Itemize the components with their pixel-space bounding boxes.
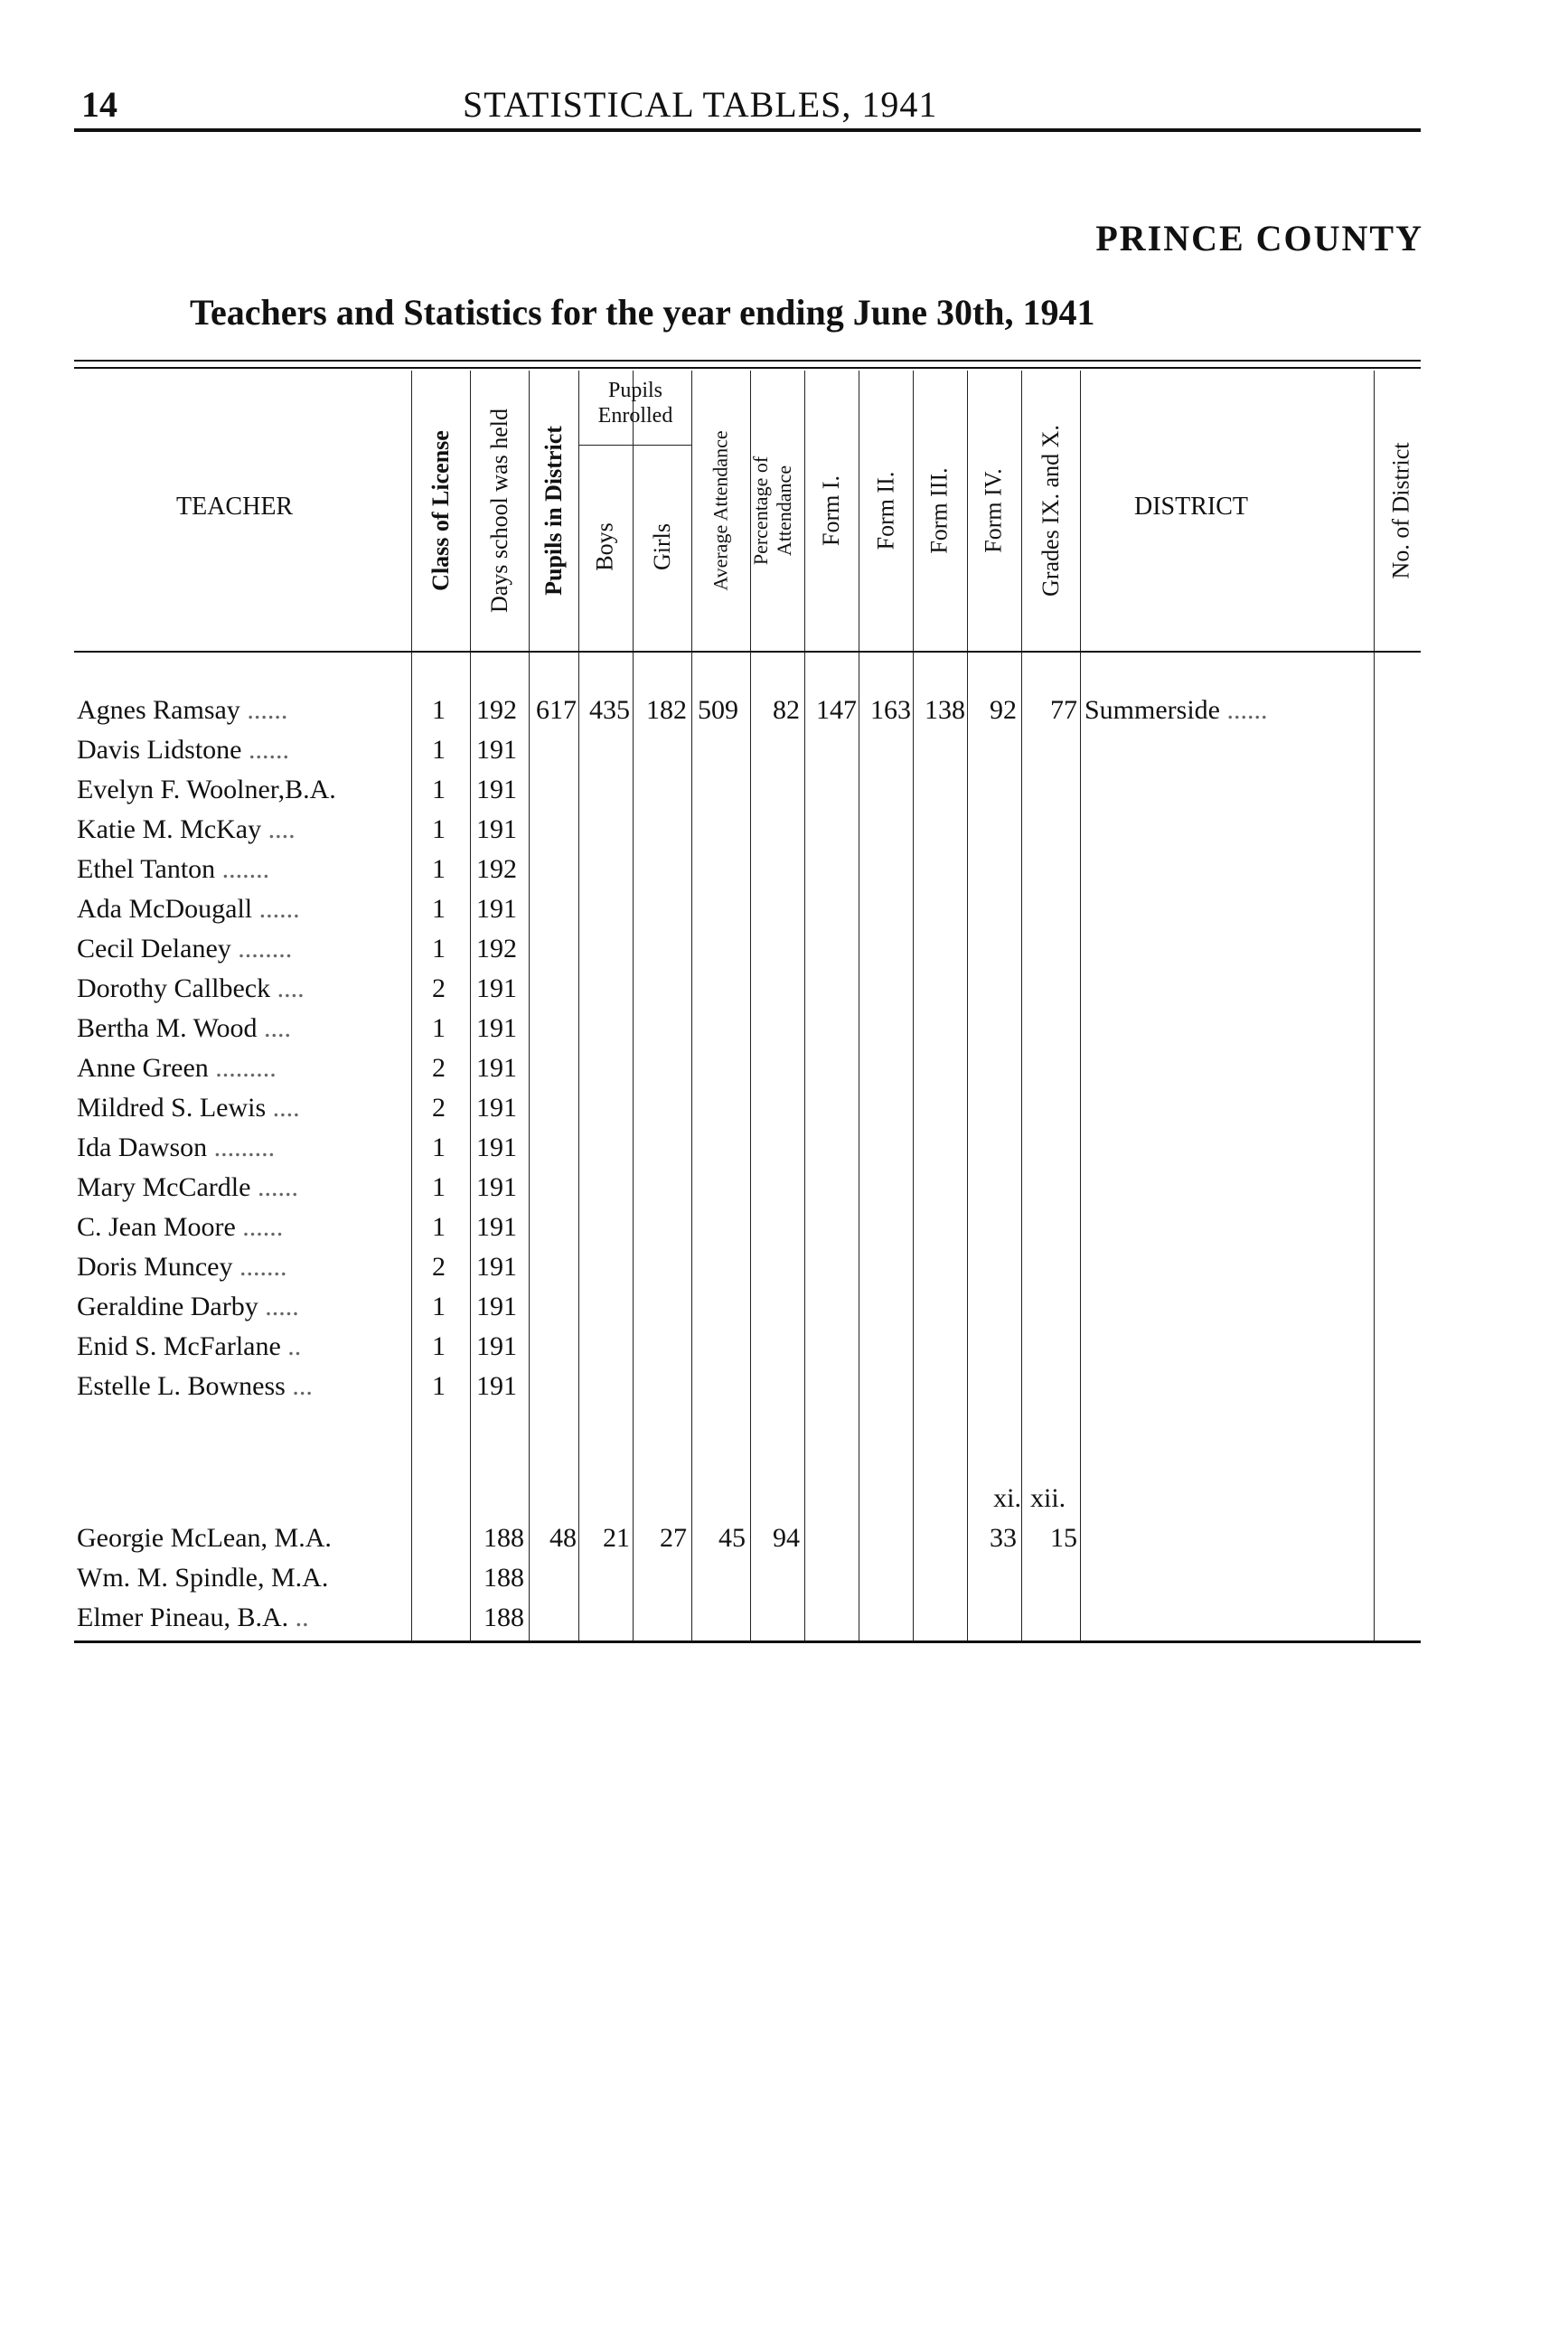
teacher-header: TEACHER: [176, 493, 294, 521]
teacher-name: Enid S. McFarlane ..: [77, 1331, 302, 1361]
boys-cell: 435: [589, 695, 630, 725]
table-bottom-rule: [74, 1640, 1421, 1643]
teacher-name: Katie M. McKay ....: [77, 814, 296, 844]
form-4-cell: 92: [990, 695, 1017, 725]
district-header: DISTRICT: [1134, 493, 1248, 521]
avg-attendance-cell: 509: [698, 695, 738, 725]
license-cell: 1: [432, 1212, 446, 1242]
pupils-enrolled-header: Pupils Enrolled: [597, 379, 673, 428]
days-cell: 188: [484, 1523, 524, 1553]
license-cell: 2: [432, 973, 446, 1003]
days-cell: 191: [476, 1252, 517, 1282]
page-header: [74, 70, 1421, 125]
license-cell: 1: [432, 1371, 446, 1401]
teacher-name: Anne Green .........: [77, 1053, 277, 1083]
days-cell: 191: [476, 973, 517, 1003]
no-of-district-header: No. of District: [1387, 442, 1414, 579]
license-cell: 1: [432, 814, 446, 844]
pct-attendance-cell: 82: [773, 695, 800, 725]
header-bottom-rule: [74, 651, 1421, 653]
teacher-name: Wm. M. Spindle, M.A.: [77, 1563, 329, 1593]
in-district-cell: 48: [549, 1523, 577, 1553]
license-cell: 1: [432, 1172, 446, 1202]
license-cell: 1: [432, 934, 446, 964]
teacher-name: Mildred S. Lewis ....: [77, 1093, 300, 1123]
form-3-header: Form III.: [926, 467, 953, 554]
form-4-header: Form IV.: [981, 468, 1007, 553]
teacher-name: Evelyn F. Woolner,B.A.: [77, 775, 336, 804]
days-cell: 192: [476, 854, 517, 884]
girls-header: Girls: [648, 523, 675, 570]
days-cell: 191: [476, 1371, 517, 1401]
license-cell: 1: [432, 854, 446, 884]
grades-9-10-header: Grades IX. and X.: [1037, 425, 1064, 597]
grade-xii-cell: 15: [1050, 1523, 1077, 1553]
teacher-name: Davis Lidstone ......: [77, 735, 289, 765]
days-cell: 191: [476, 1093, 517, 1123]
teacher-name: Cecil Delaney ........: [77, 934, 293, 964]
license-cell: 1: [432, 1331, 446, 1361]
grade-xi-label: xi.: [993, 1483, 1021, 1513]
license-cell: 1: [432, 1013, 446, 1043]
teacher-name: Georgie McLean, M.A.: [77, 1523, 332, 1553]
license-cell: 1: [432, 695, 446, 725]
days-cell: 191: [476, 1331, 517, 1361]
license-cell: 1: [432, 894, 446, 924]
boys-header: Boys: [592, 522, 618, 571]
license-cell: 2: [432, 1252, 446, 1282]
teacher-name: Ida Dawson .........: [77, 1133, 276, 1162]
page-title: STATISTICAL TABLES, 1941: [463, 84, 938, 125]
page-number: 14: [81, 84, 117, 125]
days-school-held-header: Days school was held: [485, 408, 512, 614]
days-cell: 191: [476, 1053, 517, 1083]
teacher-name: Ethel Tanton .......: [77, 854, 270, 884]
teacher-name: Ada McDougall ......: [77, 894, 300, 924]
girls-cell: 182: [646, 695, 687, 725]
form-3-cell: 138: [925, 695, 965, 725]
license-cell: 2: [432, 1093, 446, 1123]
pct-attendance-cell: 94: [773, 1523, 800, 1553]
header-rule: [74, 128, 1421, 132]
form-1-cell: 147: [816, 695, 857, 725]
license-cell: 1: [432, 1133, 446, 1162]
teacher-name: Bertha M. Wood ....: [77, 1013, 292, 1043]
form-2-header: Form II.: [872, 471, 899, 550]
license-cell: 1: [432, 735, 446, 765]
days-cell: 191: [476, 735, 517, 765]
days-cell: 191: [476, 1292, 517, 1321]
avg-attendance-cell: 45: [718, 1523, 746, 1553]
days-cell: 191: [476, 1013, 517, 1043]
teacher-name: C. Jean Moore ......: [77, 1212, 284, 1242]
days-cell: 191: [476, 814, 517, 844]
column-divider: [1080, 371, 1081, 1640]
boys-cell: 21: [603, 1523, 630, 1553]
percentage-attendance-header-2: Attendance: [773, 465, 796, 557]
average-attendance-header: Average Attendance: [709, 430, 732, 591]
teacher-name: Mary McCardle ......: [77, 1172, 298, 1202]
days-cell: 191: [476, 1172, 517, 1202]
teacher-name: Geraldine Darby .....: [77, 1292, 299, 1321]
days-cell: 191: [476, 775, 517, 804]
grades-cell: 77: [1050, 695, 1077, 725]
days-cell: 192: [476, 934, 517, 964]
county-heading: PRINCE COUNTY: [1095, 218, 1423, 258]
table-subtitle: Teachers and Statistics for the year ending June 30th, 1941: [190, 292, 1095, 333]
pupils-in-district-header: Pupils in District: [540, 426, 567, 596]
teacher-name: Doris Muncey .......: [77, 1252, 287, 1282]
days-cell: 188: [484, 1563, 524, 1593]
teacher-name: Estelle L. Bowness ...: [77, 1371, 313, 1401]
grade-xii-label: xii.: [1030, 1483, 1066, 1513]
days-cell: 191: [476, 894, 517, 924]
teacher-name: Dorothy Callbeck ....: [77, 973, 305, 1003]
table-top-rule: [74, 360, 1421, 362]
class-of-license-header: Class of License: [427, 430, 454, 591]
teacher-name: Elmer Pineau, B.A. ..: [77, 1603, 309, 1632]
percentage-attendance-header-1: Percentage of: [749, 456, 773, 566]
teacher-name: Agnes Ramsay ......: [77, 695, 288, 725]
days-cell: 191: [476, 1133, 517, 1162]
days-cell: 192: [476, 695, 517, 725]
form-1-header: Form I.: [818, 475, 844, 546]
district-cell: Summerside ......: [1084, 695, 1268, 725]
in-district-cell: 617: [536, 695, 577, 725]
license-cell: 2: [432, 1053, 446, 1083]
days-cell: 191: [476, 1212, 517, 1242]
table-top-rule-2: [74, 367, 1421, 369]
days-cell: 188: [484, 1603, 524, 1632]
form-2-cell: 163: [870, 695, 911, 725]
license-cell: 1: [432, 775, 446, 804]
girls-cell: 27: [660, 1523, 687, 1553]
enrolled-subrule: [578, 445, 691, 446]
grade-xi-cell: 33: [990, 1523, 1017, 1553]
license-cell: 1: [432, 1292, 446, 1321]
